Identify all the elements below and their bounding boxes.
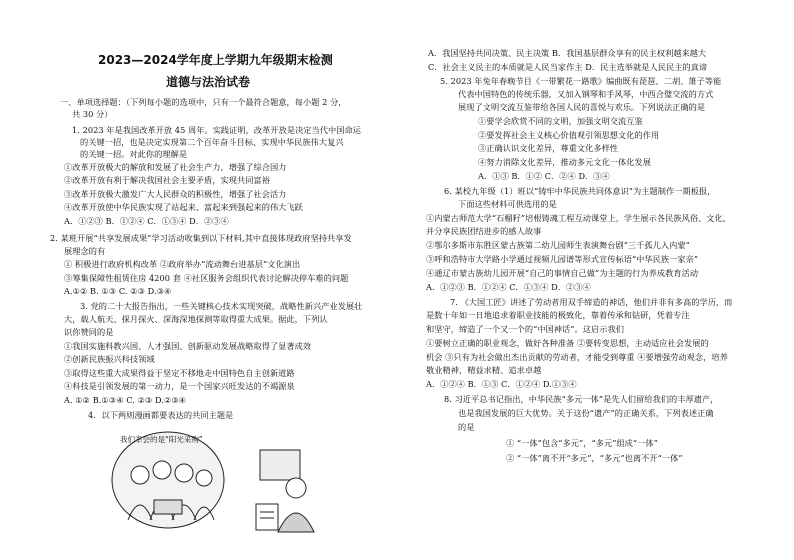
- right-text-line: A．①③ B．①② C．②④ D．③④: [478, 171, 610, 181]
- right-text-line: C．社会主义民主的本质就是人民当家作主 D．民主选举就是人民民主的真谛: [428, 62, 708, 72]
- right-text-line: 6. 某校九年级（1）班以“铸牢中华民族共同体意识”为主题制作一期板报，: [444, 186, 716, 196]
- right-text-line: ②要发挥社会主义核心价值观引领思想文化的作用: [478, 130, 660, 140]
- left-text-line: 识你赞同的是: [64, 327, 114, 337]
- left-text-line: ③筹集保障性租赁住房 4200 套 ④社区服务会组织代表讨论解决停车难的问题: [64, 273, 349, 283]
- right-text-line: A．①②③ B．①②④ C．①③④ D．②③④: [426, 282, 591, 292]
- right-text-line: 也是我国发展的巨大优势。关于这份“遗产”的正确关系，下列表述正确: [458, 408, 714, 418]
- right-text-line: ②鄂尔多斯市东胜区蒙古族第二幼儿园师生表演舞台剧“三千孤儿入内蒙”: [426, 240, 690, 250]
- right-text-line: 7. 《大国工匠》讲述了劳动者用双手缔造的神话，他们并非有多高的学历，而: [450, 297, 733, 307]
- right-text-line: ①内蒙古师范大学“石榴籽”培根铸魂工程互动课堂上，学生展示各民族风俗、文化，: [426, 213, 732, 223]
- left-text-line: ③取得这些重大成果得益于坚定不移地走中国特色自主创新道路: [64, 368, 295, 378]
- left-text-line: 共 30 分）: [72, 109, 113, 119]
- left-text-line: ②创新民族振兴科技领域: [64, 354, 155, 364]
- exam-title: 2023—2024学年度上学期九年级期末检测: [98, 53, 333, 67]
- left-text-line: 3. 党的二十大报告指出，一些关键核心技术实现突破，战略性新兴产业发展壮: [80, 301, 363, 311]
- left-text-line: 大，载人航天、探月探火、深海深地探测等取得重大成果。据此，下列认: [64, 314, 328, 324]
- left-text-line: ④科技是引领发展的第一动力，是一个国家兴旺发达的不竭源泉: [64, 381, 295, 391]
- left-text-line: ①改革开放极大的解放和发展了社会生产力，增强了综合国力: [64, 162, 287, 172]
- left-text-line: ①我国实施科教兴国、人才强国、创新驱动发展战略取得了显著成效: [64, 341, 312, 351]
- left-text-line: 4．以下两则漫画都要表达的共同主题是: [88, 410, 234, 420]
- left-text-line: 的关键一招。对此你的理解是: [80, 149, 188, 159]
- left-text-line: 一、单项选择题：（下列每小题的选项中，只有一个最符合题意，每小题 2 分，: [60, 97, 347, 107]
- exam-subject: 道德与法治试卷: [166, 75, 251, 89]
- left-text-line: A．①②③ B．①②④ C．①③④ D．②③④: [64, 216, 229, 226]
- right-text-line: 并分享民族团结进步的感人故事: [426, 226, 542, 236]
- right-text-line: 机会 ③只有为社会做出杰出贡献的劳动者，才能受到尊重 ④要增强劳动观念，培养: [426, 352, 728, 362]
- cartoon-image-left: [110, 420, 228, 535]
- left-text-line: ③改革开放极大激发广大人民群众的积极性，增强了社会活力: [64, 189, 287, 199]
- cartoon-caption: 我们幸会的是“阳光采购”: [120, 435, 203, 444]
- right-text-line: 敬业精神，精益求精、追求卓越: [426, 365, 542, 375]
- left-text-line: ④改革开放使中华民族实现了站起来、富起来到强起来的伟大飞跃: [64, 202, 303, 212]
- left-text-line: ① 积极进行政府机构改革 ②政府举办“流动舞台进基层”文化演出: [64, 259, 301, 269]
- right-text-line: 代表中国特色的传统乐器，又加入钢琴和手风琴，中西合璧交流的方式: [458, 89, 714, 99]
- right-text-line: ③正确认识文化差异，尊重文化多样性: [478, 143, 619, 153]
- right-text-line: ①要学会欣赏不同的文明，加强文明交流互鉴: [478, 116, 643, 126]
- right-text-line: A．我国坚持共同决策、民主决策 B．我国基层群众享有的民主权利越来越大: [428, 48, 707, 58]
- right-text-line: 的是: [458, 422, 475, 432]
- left-text-line: ②改革开放有利于解决我国社会主要矛盾，实现共同富裕: [64, 175, 270, 185]
- left-text-line: A. ①② B.①③④ C. ②③ D.②③④: [64, 395, 187, 405]
- right-text-line: ①要树立正确的职业观念，做好各种准备 ②要转变思想，主动适应社会发展的: [426, 338, 709, 348]
- right-text-line: ① “一体”包含“多元”，“多元”组成“一体”: [506, 438, 658, 448]
- right-text-line: ④通辽市蒙古族幼儿园开展“自己的事情自己做”为主题的行为养成教育活动: [426, 268, 699, 278]
- right-text-line: 是数十年如一日地追求着职业技能的极致化，靠着传承和钻研，凭着专注: [426, 310, 690, 320]
- right-text-line: ③呼和浩特市大学路小学通过视频儿园谱等形式宣传标语“中华民族一家亲”: [426, 254, 699, 264]
- left-text-line: A.①② B. ①③ C. ②③ D.③④: [64, 286, 172, 296]
- right-text-line: 下面这些材料可供选用的是: [458, 199, 557, 209]
- right-text-line: A．①②④ B．①③ C．①②④ D.①③④: [426, 379, 577, 389]
- right-text-line: ④努力消除文化差异，推动多元文化一体化发展: [478, 157, 651, 167]
- right-text-line: 和坚守，缔造了一个又一个的“中国神话”。这启示我们: [426, 324, 624, 334]
- left-text-line: 1. 2023 年是我国改革开放 45 周年。实践证明，改革开放是决定当代中国命运: [72, 125, 361, 135]
- right-text-line: ② “一体”离不开“多元”，“多元”也离不开“一体”: [506, 453, 683, 463]
- left-text-line: 的关键一招，也是决定实现第二个百年奋斗目标、实现中华民族伟大复兴: [80, 137, 344, 147]
- right-text-line: 5. 2023 年兔年春晚节目《一带繁花一路歌》编曲既有琵琶、二胡、箫子等能: [440, 76, 722, 86]
- left-text-line: 展理念的有: [64, 246, 106, 256]
- cartoon-image-right: [252, 444, 324, 534]
- right-text-line: 8. 习近平总书记指出，中华民族“多元一体”是先人们留给我们的丰厚遗产，: [444, 394, 719, 404]
- right-text-line: 展现了文明交流互鉴带给各国人民的喜悦与欢乐。下列说法正确的是: [458, 102, 706, 112]
- left-text-line: 2. 某班开展“共享发展成果”学习活动收集到以下材料,其中直接体现政府坚持共享发: [50, 233, 352, 243]
